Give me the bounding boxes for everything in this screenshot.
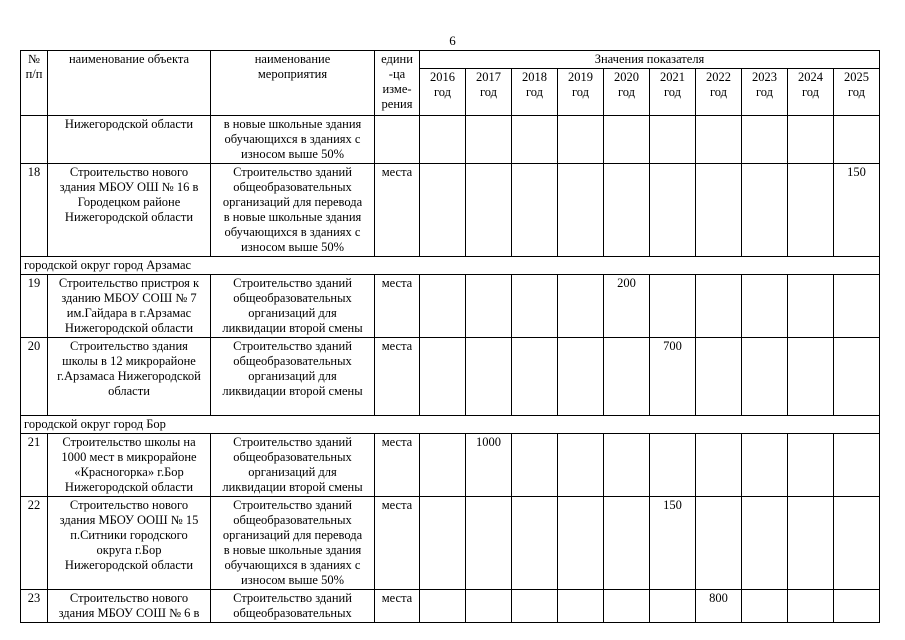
value-cell (420, 497, 466, 590)
table-row (21, 116, 880, 164)
value-cell (604, 434, 650, 497)
measure-name: в новые школьные здания обучающихся в зданиях с износом выше 50% (211, 116, 375, 164)
table-row (21, 497, 880, 590)
measure-name: Строительство зданий общеобразовательных организаций для перевода в новые школьные здания обучающихся в зданиях с износом выше 50% (211, 497, 375, 590)
value-cell (512, 164, 558, 257)
value-cell (834, 275, 880, 338)
value-cell (558, 434, 604, 497)
value-cell (558, 497, 604, 590)
value-cell (696, 275, 742, 338)
unit-cell: места (375, 164, 420, 257)
row-number: 18 (21, 164, 48, 257)
row-number: 19 (21, 275, 48, 338)
value-cell (834, 116, 880, 164)
indicator-table (20, 50, 880, 623)
value-cell (466, 116, 512, 164)
header-year: 2019 год (558, 69, 604, 116)
header-year: 2017 год (466, 69, 512, 116)
value-cell (650, 590, 696, 623)
value-cell (512, 338, 558, 416)
value-cell: 1000 (466, 434, 512, 497)
value-cell (742, 434, 788, 497)
value-cell (466, 164, 512, 257)
measure-name: Строительство зданий общеобразовательных организаций для перевода в новые школьные здания обучающихся в зданиях с износом выше 50% (211, 164, 375, 257)
section-title: городской округ город Арзамас (21, 257, 880, 275)
value-cell (696, 116, 742, 164)
header-year: 2024 год (788, 69, 834, 116)
value-cell (558, 275, 604, 338)
value-cell (696, 164, 742, 257)
value-cell: 700 (650, 338, 696, 416)
value-cell (696, 434, 742, 497)
measure-name: Строительство зданий общеобразовательных организаций для ликвидации второй смены (211, 275, 375, 338)
value-cell (788, 164, 834, 257)
value-cell (420, 116, 466, 164)
header-year: 2020 год (604, 69, 650, 116)
value-cell (696, 338, 742, 416)
value-cell (466, 497, 512, 590)
value-cell (466, 275, 512, 338)
value-cell (466, 590, 512, 623)
value-cell (420, 275, 466, 338)
value-cell: 800 (696, 590, 742, 623)
row-number (21, 116, 48, 164)
header-object: наименование объекта (48, 51, 211, 116)
section-row (21, 257, 880, 275)
value-cell (512, 590, 558, 623)
measure-name: Строительство зданий общеобразовательных (211, 590, 375, 623)
row-number: 22 (21, 497, 48, 590)
value-cell (420, 590, 466, 623)
table-row (21, 590, 880, 623)
unit-cell: места (375, 497, 420, 590)
measure-name: Строительство зданий общеобразовательных организаций для ликвидации второй смены (211, 338, 375, 416)
object-name: Строительство нового здания МБОУ ООШ № 15 п.Ситники городского округа г.Бор Нижегородской области (48, 497, 211, 590)
value-cell (788, 338, 834, 416)
header-measure: наименование мероприятия (211, 51, 375, 116)
value-cell (466, 338, 512, 416)
value-cell (742, 590, 788, 623)
row-number: 21 (21, 434, 48, 497)
value-cell (604, 338, 650, 416)
object-name: Строительство школы на 1000 мест в микрорайоне «Красногорка» г.Бор Нижегородской области (48, 434, 211, 497)
value-cell (650, 116, 696, 164)
value-cell (650, 434, 696, 497)
value-cell (604, 497, 650, 590)
value-cell: 150 (834, 164, 880, 257)
unit-cell: места (375, 590, 420, 623)
value-cell: 150 (650, 497, 696, 590)
value-cell (834, 434, 880, 497)
value-cell: 200 (604, 275, 650, 338)
header-year: 2018 год (512, 69, 558, 116)
value-cell (834, 338, 880, 416)
value-cell (834, 590, 880, 623)
row-number: 23 (21, 590, 48, 623)
header-year: 2023 год (742, 69, 788, 116)
value-cell (788, 434, 834, 497)
object-name: Строительство здания школы в 12 микрорайоне г.Арзамаса Нижегородской области (48, 338, 211, 416)
object-name: Нижегородской области (48, 116, 211, 164)
value-cell (558, 590, 604, 623)
value-cell (788, 590, 834, 623)
value-cell (512, 497, 558, 590)
header-row (21, 51, 880, 69)
object-name: Строительство нового здания МБОУ СОШ № 6 в (48, 590, 211, 623)
measure-name: Строительство зданий общеобразовательных организаций для ликвидации второй смены (211, 434, 375, 497)
value-cell (512, 116, 558, 164)
value-cell (788, 116, 834, 164)
page-number: 6 (449, 33, 456, 48)
value-cell (604, 590, 650, 623)
table-row (21, 434, 880, 497)
value-cell (512, 275, 558, 338)
header-year: 2022 год (696, 69, 742, 116)
value-cell (558, 116, 604, 164)
value-cell (696, 497, 742, 590)
header-year: 2021 год (650, 69, 696, 116)
value-cell (742, 116, 788, 164)
unit-cell: места (375, 275, 420, 338)
unit-cell (375, 116, 420, 164)
value-cell (650, 275, 696, 338)
header-year: 2025 год (834, 69, 880, 116)
value-cell (558, 338, 604, 416)
value-cell (742, 275, 788, 338)
value-cell (742, 497, 788, 590)
value-cell (558, 164, 604, 257)
value-cell (420, 164, 466, 257)
section-row (21, 416, 880, 434)
object-name: Строительство нового здания МБОУ ОШ № 16 в Городецком районе Нижегородской области (48, 164, 211, 257)
value-cell (604, 164, 650, 257)
row-number: 20 (21, 338, 48, 416)
table-row (21, 164, 880, 257)
header-unit: едини -ца изме- рения (375, 51, 420, 116)
section-title: городской округ город Бор (21, 416, 880, 434)
header-num: № п/п (21, 51, 48, 116)
object-name: Строительство пристроя к зданию МБОУ СОШ № 7 им.Гайдара в г.Арзамас Нижегородской области (48, 275, 211, 338)
value-cell (420, 434, 466, 497)
unit-cell: места (375, 434, 420, 497)
table-row (21, 275, 880, 338)
value-cell (604, 116, 650, 164)
value-cell (788, 275, 834, 338)
value-cell (742, 338, 788, 416)
value-cell (742, 164, 788, 257)
header-year: 2016 год (420, 69, 466, 116)
value-cell (834, 497, 880, 590)
header-values-title: Значения показателя (420, 51, 880, 69)
unit-cell: места (375, 338, 420, 416)
table-row (21, 338, 880, 416)
value-cell (512, 434, 558, 497)
value-cell (420, 338, 466, 416)
value-cell (650, 164, 696, 257)
value-cell (788, 497, 834, 590)
